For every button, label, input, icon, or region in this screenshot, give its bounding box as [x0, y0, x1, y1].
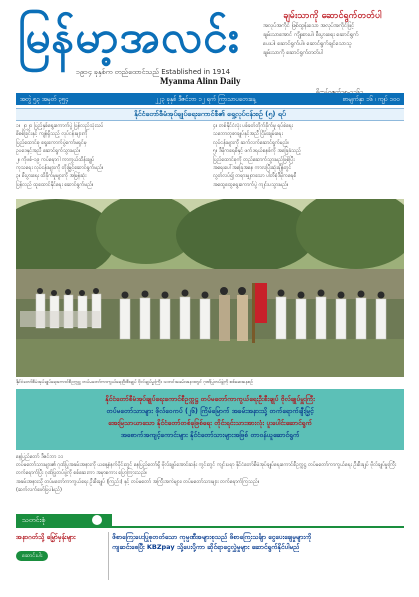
publication-date: ၂၂၃ ခုနှစ် ဒီဇင်ဘာ ၁၂ ရက် ကြာသာပတေးနေ့ [155, 95, 257, 103]
article-button[interactable]: ဆောင်းပါး [16, 551, 48, 561]
intro-line: ၂။ ကိုဗစ်-၁၉ ကပ်ရောဂါ ကာကွယ်ထိန်းချုပ် [16, 156, 95, 163]
intro-line: လွတ်လပ်၍ တရားမျှတသော ပါတီစုံဒီမိုကရေစီ [213, 173, 297, 180]
slogan-box [263, 10, 402, 80]
page-count-price: စာမျက်နှာ ၁၆ ၊ ကျပ် ၁၀၀ [342, 95, 400, 103]
teaser-news[interactable] [112, 532, 404, 582]
slogan-line: အလုပ်အကိုင် ဖြစ်ထွန်းသော အလုပ်အကိုင်ဖြင့် [263, 23, 355, 29]
bottom-teasers [16, 530, 404, 584]
volume-number: အတွဲ ၅၃ အမှတ် ၃၅၄ [20, 95, 69, 103]
slogan-line: ချမ်းသာကို ဆောင်ရွက်တတ်ပါ [263, 50, 323, 56]
slogan-line: ပေးပါ၊ ဆောင်ရွက်ပါ။ ဆောင်ရွက်ချင်သောသူ [263, 41, 352, 47]
intro-line: ပြန်လည် ထူထောင်နိုင်ရေး ဆောင်ရွက်မည်။ [16, 181, 94, 188]
intro-column-left [16, 122, 207, 196]
teaser-title: အနာဂတ်သို့ မြှော်မှန်းများ [16, 533, 76, 541]
slogan-line: ချမ်းသာအောင် ကျိုးစားပါ၊ စီးပွားရေး ဆောင်ရွက် [263, 32, 359, 38]
continued-note: (ဆက်လက်ဖော်ပြပါမည်) [16, 486, 62, 493]
masthead [16, 8, 404, 88]
divider [108, 532, 109, 580]
lead-photo[interactable] [16, 199, 404, 377]
intro-line: ပြည်ထောင်စု ရွေးကောက်ပွဲကော်မရှင်မှ [16, 139, 87, 146]
intro-line: ၅။ ဒီမိုကရေစီနှင့် ဖက်ဒရယ်စနစ်ကို အခြေခံသည့် [213, 148, 301, 155]
teaser-line: ကျဆင်းစေပြီး KBZpay သို့ပေးပို့ကာ ဆိုင်ရာငွေလွှဲမှုများ ဆောင်ရွက်နိုင်ပါမည် [112, 543, 300, 551]
intro-line: ကုသရေး လုပ်ငန်းများကို တိုးမြှင့်ဆောင်ရွက်မည်။ [16, 165, 104, 172]
newspaper-title: မြန်မာ့အလင်း [18, 12, 240, 63]
highlight-line: နိုင်ငံတော်စီမံအုပ်ချုပ်ရေးကောင်စီဥက္ကဋ္ဌ တပ်မတော်ကာကွယ်ရေးဦးစီးချုပ် ဗိုလ်ချုပ်မှူးကြီး [105, 395, 315, 403]
intro-line: ၁။ ၂၀၂၀ ပြည့်နှစ်ရွေးကောက်ပွဲ ပြန်လည်သုံးသပ် [16, 123, 104, 129]
section-label: သတင်းစုံ [16, 514, 112, 526]
highlight-box[interactable] [16, 389, 404, 450]
intro-line: စိစစ်ခြင်းနှင့် ကျန်ရှိသည့် လုပ်ငန်းများကို [16, 131, 88, 138]
teaser-article[interactable] [16, 532, 106, 582]
intro-line: ပြည်ထောင်စုကို တည်ဆောက်သွားမည်ဖြစ်ပြီး [213, 156, 295, 163]
lead-headline[interactable]: နိုင်ငံတော်စီမံအုပ်ချုပ်ရေးကောင်စီ၏ ရှေ့လုပ်ငန်းစဉ် (၅) ရပ် [16, 108, 404, 121]
article-paragraph: တပ်မတော်သားများ၏ ဂုဏ်ပြုအခမ်းအနားကို ယနေ့နံနက်ပိုင်းတွင် နေပြည်တော်ရှိ ဗိုလ်ချုပ်အောင်ဆန်း ကွင်းတွင် ကျင်းပရာ နိုင်ငံတော်စီမံအုပ်ချုပ်ရေးကောင်စီဥက္ကဋ္ဌ တပ်မတော်ကာကွယ်ရေး ဦးစီးချုပ် ဗိုလ်ချုပ်မှူးကြီး တက်ရောက်ပြီး ဂုဏ်ပြုတပ်ဖွဲ့ကို စစ်ဆေးကာ အမှာစကား ပြောကြားသည်။ [16, 462, 397, 477]
section-dot-icon [92, 515, 102, 525]
intro-line: လုပ်ငန်းများကို ဆက်လက်ဆောင်ရွက်မည်။ [213, 139, 290, 146]
parade-photo-illustration [16, 199, 404, 377]
intro-line: သဘောတူစာချုပ်နှင့်အညီ ငြိမ်းချမ်းရေး [213, 131, 283, 138]
photo-caption: နိုင်ငံတော်စီမံအုပ်ချုပ်ရေးကောင်စီဥက္ကဋ္ဌ တပ်မတော်ကာကွယ်ရေးဦးစီးချုပ် ဗိုလ်ချုပ်မှူးကြီး သဘင်အခမ်းအနားတွင် ဂုဏ်ပြုတပ်ဖွဲ့ကို စစ်ဆေးနေစဉ် [16, 380, 253, 385]
intro-columns [16, 122, 404, 196]
intro-line: ဥပဒေနှင့်အညီ ဆောင်ရွက်သွားမည်။ [16, 148, 81, 155]
teaser-line: ဖိစာကြေးပေးပြုစုတတ်သော ကုမ္ပဏီအများစုသည် ဖိစာကြေးသင်္ချာ ငွေပေးချေမှုများကို [112, 533, 312, 541]
intro-line: အရေးပေါ်အခြေအနေ ကာလပြီးဆုံးချိန်တွင် [213, 165, 292, 172]
english-title: Myanma Alinn Daily [160, 76, 241, 86]
highlight-line: အေးမြသာယာသော နိုင်ငံတော်တစ်ခုဖြစ်ရေး တိုင်းရင်းသားအားလုံး ပူးပေါင်းဆောင်ရွက် [108, 419, 312, 427]
intro-line: ၃။ စီးပွားရေး ထိခိုက်မှုများကို အမြန်ဆုံး [16, 173, 87, 180]
newspaper-logo[interactable] [16, 12, 256, 86]
highlight-line: အစောက်အကျင့်ကောင်းများ နိုင်ငံတော်သားများအဖြစ် တာဝန်ယူဆောင်ရွက် [120, 431, 300, 439]
slogan-title: ချမ်းသာကို ဆောင်ရွက်တတ်ပါ [283, 11, 382, 21]
intro-column-right [213, 122, 404, 196]
article-dateline: နေပြည်တော် ဒီဇင်ဘာ ၁၁ [16, 454, 64, 460]
article-paragraph: အခမ်းအနားသို့ တပ်မတော်ကာကွယ်ရေး ဦးစီးချုပ် (ကြည်း) နှင့် တပ်မတော် အကြီးအကဲများ၊ တပ်မတော်သားများ တက်ရောက်ကြသည်။ [16, 478, 260, 485]
dateline-bar [16, 93, 404, 105]
established-note: ၁၉၁၄ ခုနှစ်က တည်ထောင်သည် Established in 1914 [76, 68, 231, 76]
intro-line: အထွေထွေရွေးကောက်ပွဲ ကျင်းပသွားမည်။ [213, 181, 289, 188]
intro-line: ၄။ တစ်နိုင်ငံလုံး ပစ်ခတ်တိုက်ခိုက်မှု ရပ်စဲရေး [213, 123, 293, 129]
highlight-line: တပ်မတော်သားများ ဖိုလ်ဝေကပ် (၂၆) ကြိမ်မြောက် အခမ်းအနားသို့ တက်ရောက်ချီးမြှင့် [106, 407, 314, 415]
section-header [16, 514, 404, 528]
article-body [16, 453, 404, 513]
